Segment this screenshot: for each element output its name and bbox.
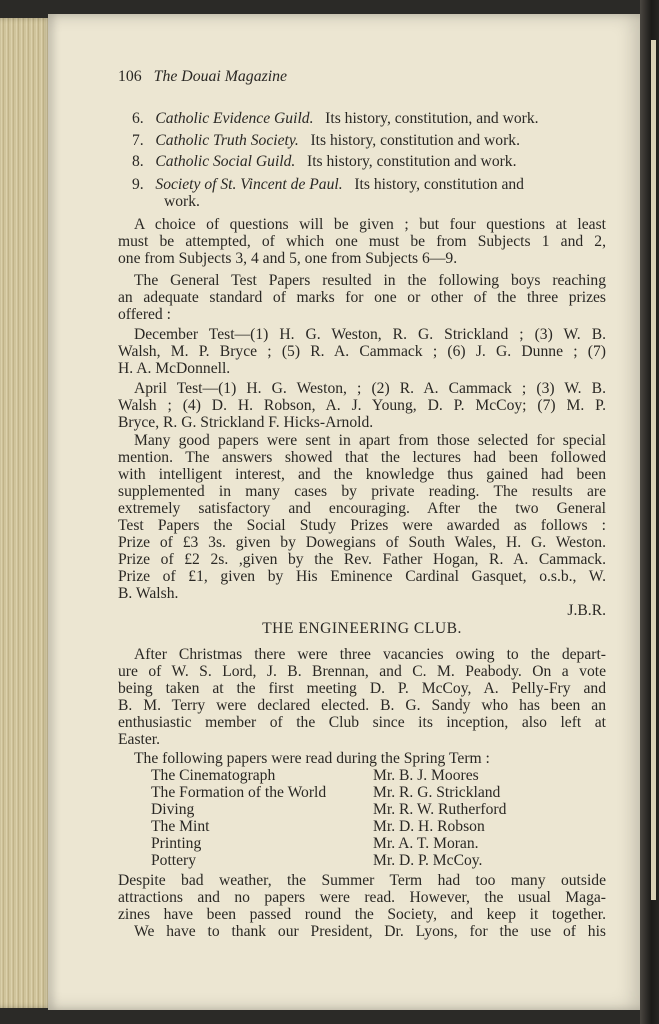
paragraph-line: ure of W. S. Lord, J. B. Brennan, and C. M. Peabody. On a vote: [118, 663, 606, 680]
paper-title: Pottery: [151, 852, 197, 869]
paragraph-line: The General Test Papers resulted in the following boys reaching: [134, 272, 606, 289]
paragraph-line: H. A. McDonnell.: [118, 360, 231, 377]
papers-intro: The following papers were read during the Spring Term :: [134, 750, 490, 767]
list-number: 9.: [132, 176, 144, 193]
list-continuation: work.: [164, 193, 200, 210]
paragraph-line: Prize of £1, given by His Eminence Cardinal Gasquet, o.s.b., W.: [118, 568, 606, 585]
running-title: The Douai Magazine: [153, 68, 288, 85]
list-item: [132, 176, 524, 193]
list-title: Catholic Evidence Guild.: [155, 110, 314, 127]
paper-title: Printing: [151, 835, 202, 852]
list-text: Its history, constitution, and work.: [325, 110, 539, 127]
paragraph-line: an adequate standard of marks for one or other of the three prizes: [118, 289, 606, 306]
paragraph-line: Prize of £3 3s. given by Dowegians of South Wales, H. G. Weston.: [118, 534, 606, 551]
signature: J.B.R.: [567, 602, 606, 619]
next-page-edge: [651, 40, 656, 900]
list-item: [132, 132, 520, 149]
paragraph-line: After Christmas there were three vacancies owing to the depart-: [134, 646, 606, 663]
paragraph-line: B. M. Terry were declared elected. B. G. Sandy who has been an: [118, 697, 606, 714]
list-item: [132, 110, 539, 127]
paper-author: Mr. B. J. Moores: [373, 767, 479, 784]
running-header: [118, 68, 287, 86]
list-item: [132, 153, 517, 170]
paragraph-line: A choice of questions will be given ; but four questions at least: [134, 216, 606, 233]
paper-author: Mr. R. G. Strickland: [373, 784, 501, 801]
paper-title: The Cinematograph: [151, 767, 276, 784]
paragraph-line: Test Papers the Social Study Prizes were awarded as follows :: [118, 517, 606, 534]
paragraph-line: offered :: [118, 306, 171, 323]
paper-title: Diving: [151, 801, 195, 818]
paragraph-line: Walsh ; (4) D. H. Robson, A. J. Young, D. P. McCoy; (7) M. P.: [118, 397, 606, 414]
paragraph-line: enthusiastic member of the Club since its inception, also left at: [118, 714, 606, 731]
paragraph-line: December Test—(1) H. G. Weston, R. G. Strickland ; (3) W. B.: [134, 326, 606, 343]
paragraph-line: being taken at the first meeting D. P. McCoy, A. Pelly-Fry and: [118, 680, 606, 697]
book-gutter: [640, 0, 659, 1024]
paper-author: Mr. R. W. Rutherford: [373, 801, 507, 818]
paragraph-line: Despite bad weather, the Summer Term had too many outside: [118, 872, 606, 889]
paragraph-line: Easter.: [118, 731, 160, 748]
paragraph-line: must be attempted, of which one must be from Subjects 1 and 2,: [118, 233, 606, 250]
page-number: 106: [118, 68, 142, 85]
paragraph-line: Prize of £2 2s. ,given by the Rev. Father Hogan, R. A. Cammack.: [118, 551, 606, 568]
paragraph-line: extremely satisfactory and encouraging. After the two General: [118, 500, 606, 517]
paragraph-line: We have to thank our President, Dr. Lyons, for the use of his: [134, 923, 606, 940]
list-text: Its history, constitution and work.: [307, 153, 517, 170]
list-number: 7.: [132, 132, 144, 149]
paper-title: The Mint: [151, 818, 210, 835]
paper-title: The Formation of the World: [151, 784, 327, 801]
paper-author: Mr. D. P. McCoy.: [373, 852, 483, 869]
paragraph-line: with intelligent interest, and the knowledge thus gained had been: [118, 466, 606, 483]
paragraph-line: B. Walsh.: [118, 585, 179, 602]
list-number: 8.: [132, 153, 144, 170]
section-title: THE ENGINEERING CLUB.: [262, 620, 462, 637]
list-title: Society of St. Vincent de Paul.: [155, 176, 343, 193]
paragraph-line: attractions and no papers were read. However, the usual Maga-: [118, 889, 606, 906]
paper-author: Mr. A. T. Moran.: [373, 835, 479, 852]
paragraph-line: April Test—(1) H. G. Weston, ; (2) R. A. Cammack ; (3) W. B.: [134, 380, 606, 397]
paragraph-line: supplemented in many cases by private reading. The results are: [118, 483, 606, 500]
paragraph-line: mention. The answers showed that the lectures had been followed: [118, 449, 606, 466]
paragraph-line: Bryce, R. G. Strickland F. Hicks-Arnold.: [118, 414, 374, 431]
list-title: Catholic Social Guild.: [155, 153, 296, 170]
page-edges: [0, 18, 52, 1008]
paragraph-line: zines have been passed round the Society, and keep it together.: [118, 906, 606, 923]
list-text: Its history, constitution and: [354, 176, 524, 193]
paper-author: Mr. D. H. Robson: [373, 818, 485, 835]
paragraph-line: Walsh, M. P. Bryce ; (5) R. A. Cammack ; (6) J. G. Dunne ; (7): [118, 343, 606, 360]
list-number: 6.: [132, 110, 144, 127]
list-text: Its history, constitution and work.: [310, 132, 520, 149]
paragraph-line: Many good papers were sent in apart from those selected for special: [134, 432, 606, 449]
paragraph-line: one from Subjects 3, 4 and 5, one from Subjects 6—9.: [118, 250, 458, 267]
list-title: Catholic Truth Society.: [155, 132, 299, 149]
